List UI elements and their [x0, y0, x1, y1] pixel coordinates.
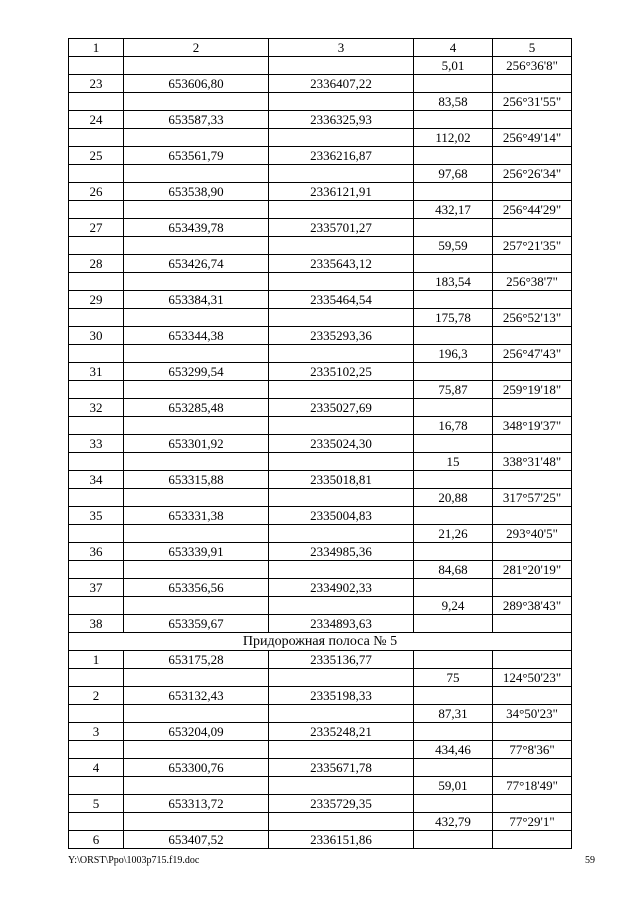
point-row: [69, 435, 572, 453]
coordinate-y-cell: [269, 669, 414, 687]
coordinate-x-cell: [124, 345, 269, 363]
coordinate-y: 2336216,87: [269, 147, 414, 165]
point-number: 24: [69, 111, 124, 129]
coordinate-x: 653606,80: [124, 75, 269, 93]
point-row: [69, 687, 572, 705]
point-number-cell: [69, 309, 124, 327]
segment-row: [69, 597, 572, 615]
point-row: [69, 363, 572, 381]
point-row: [69, 255, 572, 273]
angle-cell: [493, 651, 572, 669]
coordinate-x: 653439,78: [124, 219, 269, 237]
point-number-cell: [69, 741, 124, 759]
coordinate-y: 2335136,77: [269, 651, 414, 669]
coordinate-y: 2335004,83: [269, 507, 414, 525]
section-title-row: [69, 633, 572, 651]
point-row: [69, 291, 572, 309]
point-number-cell: [69, 93, 124, 111]
segment-distance: 84,68: [414, 561, 493, 579]
distance-cell: [414, 831, 493, 849]
coordinate-x-cell: [124, 201, 269, 219]
segment-row: [69, 489, 572, 507]
coordinate-y: 2334902,33: [269, 579, 414, 597]
segment-row: [69, 561, 572, 579]
segment-distance: 5,01: [414, 57, 493, 75]
coordinate-x: 653561,79: [124, 147, 269, 165]
angle-cell: [493, 75, 572, 93]
point-row: [69, 111, 572, 129]
coordinate-y-cell: [269, 813, 414, 831]
point-number-cell: [69, 129, 124, 147]
segment-angle: 293°40'5": [493, 525, 572, 543]
segment-row: [69, 309, 572, 327]
coordinate-x-cell: [124, 453, 269, 471]
coordinate-y: 2335729,35: [269, 795, 414, 813]
angle-cell: [493, 147, 572, 165]
point-row: [69, 579, 572, 597]
point-number: 23: [69, 75, 124, 93]
point-row: [69, 147, 572, 165]
coordinate-y-cell: [269, 453, 414, 471]
page-number: 59: [585, 855, 595, 866]
angle-cell: [493, 507, 572, 525]
segment-angle: 256°47'43": [493, 345, 572, 363]
angle-cell: [493, 615, 572, 633]
coordinate-x-cell: [124, 813, 269, 831]
segment-distance: 75,87: [414, 381, 493, 399]
segment-row: [69, 165, 572, 183]
header-cell: 2: [124, 39, 269, 57]
coordinate-y-cell: [269, 417, 414, 435]
segment-angle: 317°57'25": [493, 489, 572, 507]
coordinate-x: 653426,74: [124, 255, 269, 273]
angle-cell: [493, 327, 572, 345]
segment-distance: 9,24: [414, 597, 493, 615]
segment-angle: 256°44'29": [493, 201, 572, 219]
coordinate-x-cell: [124, 741, 269, 759]
coordinate-y-cell: [269, 201, 414, 219]
point-row: [69, 723, 572, 741]
point-row: [69, 795, 572, 813]
point-row: [69, 471, 572, 489]
coordinate-x: 653132,43: [124, 687, 269, 705]
point-number: 1: [69, 651, 124, 669]
coordinate-x: 653407,52: [124, 831, 269, 849]
point-number: 27: [69, 219, 124, 237]
distance-cell: [414, 579, 493, 597]
segment-angle: 338°31'48": [493, 453, 572, 471]
distance-cell: [414, 183, 493, 201]
angle-cell: [493, 183, 572, 201]
point-number-cell: [69, 777, 124, 795]
coordinate-y: 2335464,54: [269, 291, 414, 309]
coordinate-y-cell: [269, 561, 414, 579]
distance-cell: [414, 795, 493, 813]
point-row: [69, 759, 572, 777]
segment-distance: 20,88: [414, 489, 493, 507]
section-title: Придорожная полоса № 5: [69, 633, 572, 651]
header-row: [69, 39, 572, 57]
point-number: 31: [69, 363, 124, 381]
coordinate-x-cell: [124, 669, 269, 687]
coordinate-x-cell: [124, 597, 269, 615]
segment-angle: 289°38'43": [493, 597, 572, 615]
segment-row: [69, 57, 572, 75]
point-number-cell: [69, 345, 124, 363]
segment-row: [69, 453, 572, 471]
point-number-cell: [69, 597, 124, 615]
angle-cell: [493, 399, 572, 417]
coordinate-x-cell: [124, 489, 269, 507]
coordinate-y-cell: [269, 129, 414, 147]
segment-angle: 77°29'1": [493, 813, 572, 831]
segment-distance: 75: [414, 669, 493, 687]
point-number-cell: [69, 237, 124, 255]
distance-cell: [414, 255, 493, 273]
distance-cell: [414, 327, 493, 345]
coordinate-x: 653300,76: [124, 759, 269, 777]
segment-distance: 175,78: [414, 309, 493, 327]
coordinate-x: 653301,92: [124, 435, 269, 453]
distance-cell: [414, 615, 493, 633]
point-row: [69, 507, 572, 525]
segment-row: [69, 201, 572, 219]
segment-row: [69, 669, 572, 687]
point-number: 35: [69, 507, 124, 525]
footer-file-path: Y:\ORST\Ppo\1003p715.f19.doc: [68, 855, 200, 866]
point-number: 29: [69, 291, 124, 309]
segment-distance: 112,02: [414, 129, 493, 147]
header-cell: 4: [414, 39, 493, 57]
coordinate-y: 2334893,63: [269, 615, 414, 633]
coordinate-y-cell: [269, 57, 414, 75]
coordinate-x-cell: [124, 525, 269, 543]
segment-row: [69, 237, 572, 255]
point-number: 6: [69, 831, 124, 849]
coordinate-x-cell: [124, 165, 269, 183]
segment-row: [69, 345, 572, 363]
coordinate-y: 2335293,36: [269, 327, 414, 345]
point-number-cell: [69, 453, 124, 471]
angle-cell: [493, 687, 572, 705]
coordinate-x: 653315,88: [124, 471, 269, 489]
coordinate-x-cell: [124, 417, 269, 435]
coordinates-table: [68, 38, 572, 849]
segment-distance: 21,26: [414, 525, 493, 543]
point-row: [69, 327, 572, 345]
coordinate-x-cell: [124, 561, 269, 579]
angle-cell: [493, 111, 572, 129]
header-cell: 3: [269, 39, 414, 57]
segment-distance: 97,68: [414, 165, 493, 183]
point-number: 38: [69, 615, 124, 633]
coordinate-x: 653344,38: [124, 327, 269, 345]
angle-cell: [493, 543, 572, 561]
point-number: 34: [69, 471, 124, 489]
coordinate-y-cell: [269, 525, 414, 543]
segment-angle: 256°36'8": [493, 57, 572, 75]
coordinate-y: 2335643,12: [269, 255, 414, 273]
angle-cell: [493, 759, 572, 777]
distance-cell: [414, 363, 493, 381]
segment-angle: 256°49'14": [493, 129, 572, 147]
point-number-cell: [69, 489, 124, 507]
segment-distance: 15: [414, 453, 493, 471]
coordinate-x-cell: [124, 705, 269, 723]
point-number-cell: [69, 165, 124, 183]
point-number-cell: [69, 561, 124, 579]
point-number: 32: [69, 399, 124, 417]
distance-cell: [414, 471, 493, 489]
coordinate-x-cell: [124, 93, 269, 111]
point-number-cell: [69, 57, 124, 75]
point-row: [69, 399, 572, 417]
segment-angle: 256°26'34": [493, 165, 572, 183]
coordinate-x-cell: [124, 381, 269, 399]
coordinate-x: 653356,56: [124, 579, 269, 597]
coordinate-y-cell: [269, 165, 414, 183]
segment-angle: 77°8'36": [493, 741, 572, 759]
segment-angle: 124°50'23": [493, 669, 572, 687]
segment-angle: 348°19'37": [493, 417, 572, 435]
coordinate-x: 653175,28: [124, 651, 269, 669]
segment-row: [69, 93, 572, 111]
segment-row: [69, 381, 572, 399]
distance-cell: [414, 111, 493, 129]
point-number-cell: [69, 381, 124, 399]
coordinate-y: 2335018,81: [269, 471, 414, 489]
angle-cell: [493, 255, 572, 273]
point-number-cell: [69, 669, 124, 687]
distance-cell: [414, 291, 493, 309]
distance-cell: [414, 507, 493, 525]
angle-cell: [493, 723, 572, 741]
coordinate-y: 2336151,86: [269, 831, 414, 849]
segment-row: [69, 705, 572, 723]
point-number: 2: [69, 687, 124, 705]
coordinate-x: 653331,38: [124, 507, 269, 525]
point-number: 26: [69, 183, 124, 201]
coordinate-y-cell: [269, 345, 414, 363]
segment-distance: 432,79: [414, 813, 493, 831]
coordinate-y-cell: [269, 489, 414, 507]
segment-angle: 34°50'23": [493, 705, 572, 723]
coordinate-x-cell: [124, 237, 269, 255]
angle-cell: [493, 363, 572, 381]
coordinate-y-cell: [269, 705, 414, 723]
point-number-cell: [69, 201, 124, 219]
distance-cell: [414, 75, 493, 93]
distance-cell: [414, 651, 493, 669]
distance-cell: [414, 543, 493, 561]
angle-cell: [493, 795, 572, 813]
coordinate-x: 653285,48: [124, 399, 269, 417]
segment-angle: 257°21'35": [493, 237, 572, 255]
point-row: [69, 219, 572, 237]
coordinate-x-cell: [124, 57, 269, 75]
segment-row: [69, 741, 572, 759]
segment-row: [69, 813, 572, 831]
point-number-cell: [69, 417, 124, 435]
header-cell: 5: [493, 39, 572, 57]
point-row: [69, 651, 572, 669]
coordinate-y: 2335102,25: [269, 363, 414, 381]
segment-distance: 83,58: [414, 93, 493, 111]
segment-row: [69, 777, 572, 795]
coordinate-x-cell: [124, 129, 269, 147]
segment-distance: 59,59: [414, 237, 493, 255]
angle-cell: [493, 831, 572, 849]
segment-row: [69, 129, 572, 147]
point-number: 33: [69, 435, 124, 453]
coordinate-y-cell: [269, 273, 414, 291]
segment-distance: 196,3: [414, 345, 493, 363]
distance-cell: [414, 723, 493, 741]
angle-cell: [493, 579, 572, 597]
segment-angle: 256°38'7": [493, 273, 572, 291]
coordinate-y: 2334985,36: [269, 543, 414, 561]
distance-cell: [414, 147, 493, 165]
coordinate-x: 653384,31: [124, 291, 269, 309]
segment-row: [69, 525, 572, 543]
angle-cell: [493, 219, 572, 237]
coordinate-x: 653587,33: [124, 111, 269, 129]
coordinate-x: 653359,67: [124, 615, 269, 633]
distance-cell: [414, 687, 493, 705]
coordinate-x: 653538,90: [124, 183, 269, 201]
segment-row: [69, 273, 572, 291]
coordinate-x-cell: [124, 273, 269, 291]
segment-angle: 77°18'49": [493, 777, 572, 795]
coordinate-y: 2336325,93: [269, 111, 414, 129]
point-number: 4: [69, 759, 124, 777]
coordinate-y-cell: [269, 741, 414, 759]
segment-angle: 259°19'18": [493, 381, 572, 399]
point-row: [69, 615, 572, 633]
segment-angle: 256°52'13": [493, 309, 572, 327]
segment-distance: 183,54: [414, 273, 493, 291]
coordinate-y: 2335248,21: [269, 723, 414, 741]
coordinate-y: 2335701,27: [269, 219, 414, 237]
coordinate-y: 2336121,91: [269, 183, 414, 201]
angle-cell: [493, 291, 572, 309]
point-number: 25: [69, 147, 124, 165]
point-number: 5: [69, 795, 124, 813]
angle-cell: [493, 471, 572, 489]
coordinate-y: 2335198,33: [269, 687, 414, 705]
coordinate-x: 653313,72: [124, 795, 269, 813]
coordinate-x-cell: [124, 777, 269, 795]
coordinate-y: 2336407,22: [269, 75, 414, 93]
segment-distance: 434,46: [414, 741, 493, 759]
angle-cell: [493, 435, 572, 453]
segment-row: [69, 417, 572, 435]
point-number-cell: [69, 525, 124, 543]
segment-distance: 432,17: [414, 201, 493, 219]
coordinate-y-cell: [269, 93, 414, 111]
segment-distance: 16,78: [414, 417, 493, 435]
point-number-cell: [69, 273, 124, 291]
coordinate-y-cell: [269, 309, 414, 327]
point-row: [69, 831, 572, 849]
segment-angle: 281°20'19": [493, 561, 572, 579]
distance-cell: [414, 759, 493, 777]
coordinate-y-cell: [269, 237, 414, 255]
coordinate-y-cell: [269, 777, 414, 795]
point-number: 37: [69, 579, 124, 597]
point-number: 36: [69, 543, 124, 561]
coordinate-y: 2335024,30: [269, 435, 414, 453]
coordinate-y: 2335027,69: [269, 399, 414, 417]
point-row: [69, 183, 572, 201]
distance-cell: [414, 219, 493, 237]
segment-angle: 256°31'55": [493, 93, 572, 111]
header-cell: 1: [69, 39, 124, 57]
coordinate-x-cell: [124, 309, 269, 327]
distance-cell: [414, 435, 493, 453]
coordinate-x: 653339,91: [124, 543, 269, 561]
point-row: [69, 543, 572, 561]
point-number-cell: [69, 705, 124, 723]
coordinate-y-cell: [269, 597, 414, 615]
distance-cell: [414, 399, 493, 417]
point-number: 28: [69, 255, 124, 273]
segment-distance: 87,31: [414, 705, 493, 723]
point-number: 30: [69, 327, 124, 345]
coordinate-y: 2335671,78: [269, 759, 414, 777]
coordinate-y-cell: [269, 381, 414, 399]
coordinate-x: 653204,09: [124, 723, 269, 741]
segment-distance: 59,01: [414, 777, 493, 795]
point-row: [69, 75, 572, 93]
coordinate-x: 653299,54: [124, 363, 269, 381]
point-number-cell: [69, 813, 124, 831]
point-number: 3: [69, 723, 124, 741]
